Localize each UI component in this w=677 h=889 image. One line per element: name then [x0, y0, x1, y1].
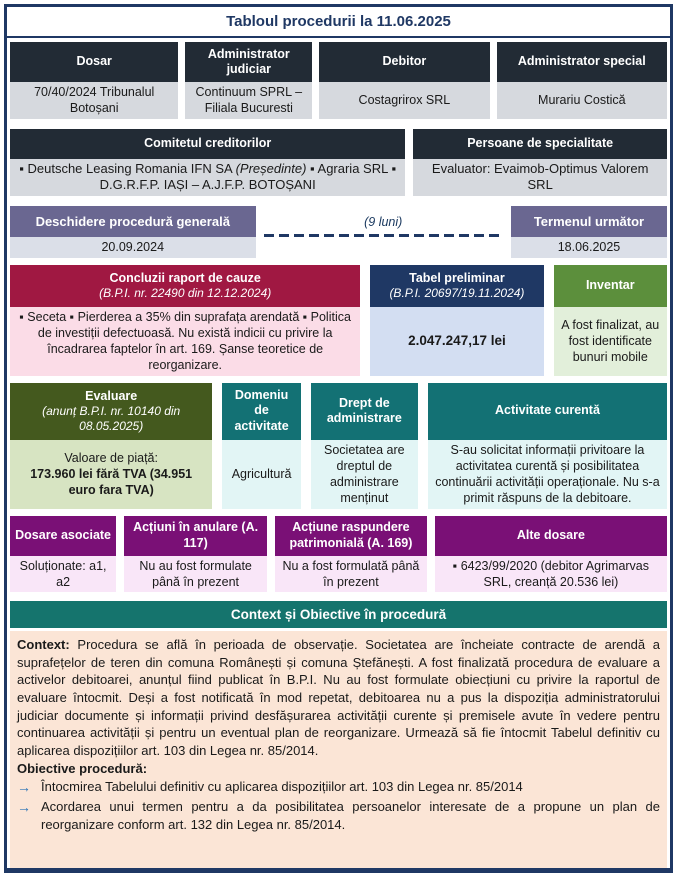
- page-frame: [4, 4, 673, 873]
- other-files-section: [435, 516, 667, 593]
- evaluation-label: Valoare de piață:: [64, 450, 158, 465]
- administrator-special-header: Administrator special: [497, 42, 667, 82]
- specialists-value: Evaluator: Evaimob-Optimus Valorem SRL: [413, 159, 667, 197]
- causes-report-title: Concluzii raport de cauze: [109, 270, 261, 285]
- evaluation-header: [10, 383, 212, 440]
- related-files-value: Soluționate: a1, a2: [10, 556, 116, 593]
- dosar-header: Dosar: [10, 42, 178, 82]
- preliminary-table-section: [370, 265, 543, 376]
- debitor-column: [319, 42, 489, 119]
- content-area: [7, 38, 670, 868]
- administration-right-section: [311, 383, 418, 509]
- preliminary-table-amount: 2.047.247,17 lei: [370, 307, 543, 376]
- next-term-date: 18.06.2025: [511, 237, 667, 257]
- specialists-section: [413, 129, 667, 197]
- committee-part1: ▪ Deutsche Leasing Romania IFN SA: [19, 160, 236, 176]
- committee-part2: ▪ Agraria SRL ▪ D.G.R.F.P. IAȘI – A.J.F.P. BOTOȘANI: [99, 160, 397, 193]
- opening-procedure-header: Deschidere procedură generală: [10, 206, 256, 237]
- objective-item: [17, 798, 660, 833]
- current-activity-section: [428, 383, 667, 509]
- specialists-header: Persoane de specialitate: [413, 129, 667, 159]
- other-files-header: Alte dosare: [435, 516, 667, 556]
- context-paragraph: [17, 636, 660, 760]
- evaluation-row: [10, 383, 667, 509]
- evaluation-section: [10, 383, 212, 509]
- timeline-row: [10, 206, 667, 257]
- causes-report-body: ▪ Seceta ▪ Pierderea a 35% din suprafața arendată ▪ Politica de investiții defectuoasă. Nu există indicii cu privire la încadrarea faptelor în art. 169. Șanse teoretice de reorganizare.: [10, 307, 360, 376]
- annulment-actions-section: [124, 516, 267, 593]
- administration-right-header: Drept de administrare: [311, 383, 418, 440]
- administrator-special-value: Murariu Costică: [497, 82, 667, 119]
- next-term-header: Termenul următor: [511, 206, 667, 237]
- evaluation-body: [10, 440, 212, 509]
- administrator-judiciar-column: [185, 42, 312, 119]
- committee-row: [10, 129, 667, 197]
- arrow-right-icon: →: [17, 779, 31, 796]
- related-files-section: [10, 516, 116, 593]
- debitor-header: Debitor: [319, 42, 489, 82]
- debitor-value: Costagrirox SRL: [319, 82, 489, 119]
- context-block: [10, 631, 667, 868]
- dosar-column: [10, 42, 178, 119]
- causes-report-section: [10, 265, 360, 376]
- objectives-label: Obiective procedură:: [17, 760, 148, 776]
- liability-action-header: Acțiune raspundere patrimonială (A. 169): [275, 516, 427, 556]
- objective-text: Întocmirea Tabelului definitiv cu aplicarea dispozițiilor art. 103 din Legea nr. 85/2014: [41, 779, 523, 795]
- files-row: [10, 516, 667, 593]
- opening-procedure-section: [10, 206, 256, 257]
- timeline-dashed-line: [264, 234, 503, 237]
- objective-text: Acordarea unui termen pentru a da posibilitatea persoanelor interesate de a propune un plan de reorganizare conform art. 132 din Legea nr. 85/2014.: [41, 799, 660, 833]
- related-files-header: Dosare asociate: [10, 516, 116, 556]
- liability-action-value: Nu a fost formulată până în prezent: [275, 556, 427, 593]
- dosar-value: 70/40/2024 Tribunalul Botoșani: [10, 82, 178, 119]
- other-files-value: ▪ 6423/99/2020 (debitor Agrimarvas SRL, creanță 20.536 lei): [435, 556, 667, 593]
- administrator-judiciar-value: Continuum SPRL – Filiala Bucuresti: [185, 82, 312, 119]
- committee-president: (Președinte): [235, 160, 307, 176]
- committee-members: [10, 159, 405, 197]
- context-banner: Context și Obiective în procedură: [10, 601, 667, 628]
- opening-date: 20.09.2024: [10, 237, 256, 257]
- arrow-right-icon: →: [17, 799, 31, 816]
- committee-header: Comitetul creditorilor: [10, 129, 405, 159]
- activity-domain-section: [222, 383, 300, 509]
- causes-report-header: [10, 265, 360, 307]
- preliminary-table-ref: (B.P.I. 20697/19.11.2024): [389, 285, 525, 300]
- evaluation-title: Evaluare: [85, 388, 138, 403]
- annulment-actions-header: Acțiuni în anulare (A. 117): [124, 516, 267, 556]
- evaluation-value: 173.960 lei fără TVA (34.951 euro fara TVA): [30, 466, 193, 498]
- preliminary-table-header: [370, 265, 543, 307]
- preliminary-table-title: Tabel preliminar: [409, 270, 505, 285]
- context-label: Context:: [17, 637, 70, 653]
- activity-domain-header: Domeniu de activitate: [222, 383, 300, 440]
- activity-domain-value: Agricultură: [222, 440, 300, 509]
- administrator-judiciar-header: Administrator judiciar: [185, 42, 312, 82]
- administration-right-value: Societatea are dreptul de administrare menținut: [311, 440, 418, 509]
- objective-item: [17, 778, 660, 797]
- committee-section: [10, 129, 405, 197]
- annulment-actions-value: Nu au fost formulate până în prezent: [124, 556, 267, 593]
- causes-report-ref: (B.P.I. nr. 22490 din 12.12.2024): [99, 285, 272, 300]
- report-row: [10, 265, 667, 376]
- next-term-section: [511, 206, 667, 257]
- inventory-section: [554, 265, 667, 376]
- duration-label: (9 luni): [364, 215, 403, 230]
- inventory-header: Inventar: [554, 265, 667, 307]
- timeline-middle: [256, 206, 511, 257]
- liability-action-section: [275, 516, 427, 593]
- inventory-body: A fost finalizat, au fost identificate bunuri mobile: [554, 307, 667, 376]
- administrator-special-column: [497, 42, 667, 119]
- current-activity-header: Activitate curentă: [428, 383, 667, 440]
- page-title: Tabloul procedurii la 11.06.2025: [7, 7, 670, 38]
- evaluation-ref: (anunț B.P.I. nr. 10140 din 08.05.2025): [42, 404, 181, 433]
- info-row: [10, 42, 667, 119]
- current-activity-value: S-au solicitat informații privitoare la activitatea curentă și posibilitatea continuării activității operaționale. Nu s-a primit răspuns de la debitoare.: [428, 440, 667, 509]
- context-text: Procedura se află în perioada de observație. Societatea are încheiate contracte de arendă a suprafețelor de teren din comuna Românești și comuna Ștefănești. A fost finalizată procedura de evaluare a activelor debitoarei, anunțul fiind publicat în B.P.I. Nu au fost formulate obiecțiuni cu privire la raportul de evaluare întocmit. Deși a fost notificată în mod repetat, debitoarea nu a pus la dispoziția administratorului judiciar documente și informații privind desfășurarea activității curente și premisele avute în vedere pentru continuarea activității și pentru un eventual plan de reorganizare. Urmează să fie întocmit Tabelul definitiv cu aplicarea dispozițiilor art. 103 din Legea nr. 85/2014.: [17, 637, 660, 759]
